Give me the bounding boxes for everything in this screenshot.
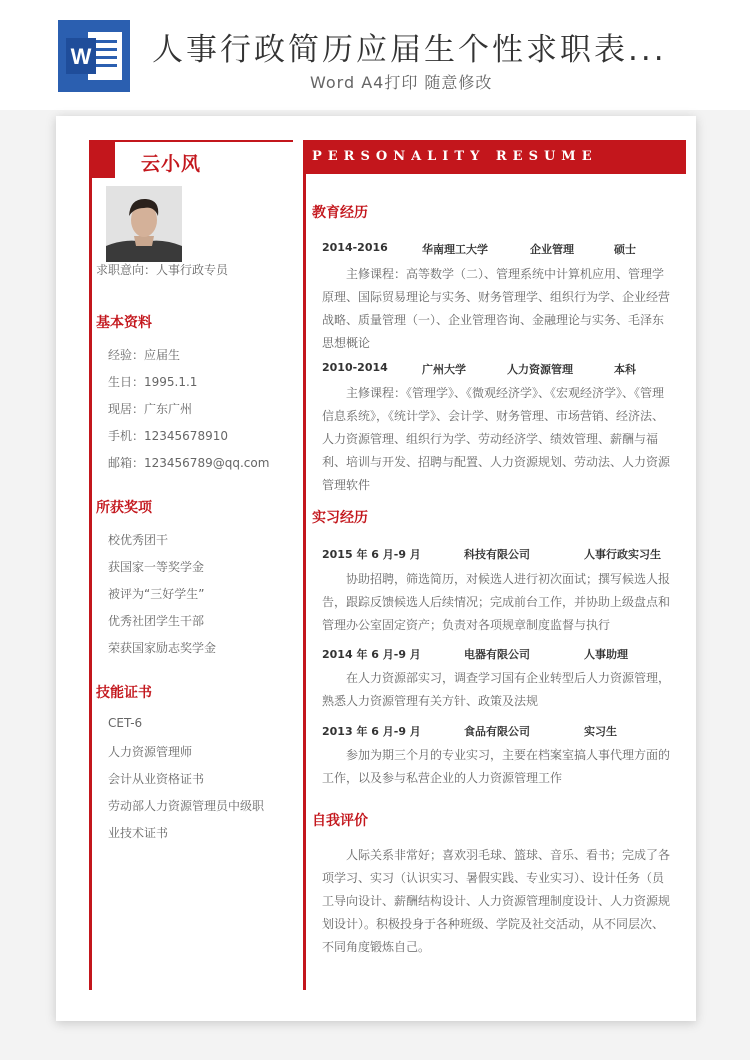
award-item: 获国家一等奖学金 — [108, 560, 205, 574]
entry-date: 2010-2014 — [322, 361, 388, 374]
award-item: 优秀社团学生干部 — [108, 614, 205, 628]
profile-photo — [106, 186, 182, 262]
entry-degree: 硕士 — [614, 243, 636, 256]
skill-item: 劳动部人力资源管理员中级职 — [108, 799, 265, 813]
entry-school: 广州大学 — [422, 363, 466, 376]
entry-date: 2014-2016 — [322, 241, 388, 254]
word-document-icon — [58, 20, 130, 92]
skill-item: 会计从业资格证书 — [108, 772, 205, 786]
entry-degree: 本科 — [614, 363, 636, 376]
name-tab-marker — [89, 140, 115, 178]
internship-heading: 实习经历 — [312, 510, 368, 526]
basic-info-item: 生日：1995.1.1 — [108, 375, 198, 389]
internship-description: 参加为期三个月的专业实习，主要在档案室搞人事代理方面的工作，以及参与私营企业的人力资源管理工作 — [322, 748, 671, 785]
resume-page — [56, 116, 696, 1021]
entry-role: 人事助理 — [584, 648, 628, 661]
awards-heading: 所获奖项 — [96, 500, 152, 516]
basic-info-item: 手机：12345678910 — [108, 429, 228, 443]
entry-date: 2013 年 6 月-9 月 — [322, 725, 421, 738]
self-evaluation-text: 人际关系非常好；喜欢羽毛球、篮球、音乐、看书；完成了各项学习、实习（认识实习、暑假实践、专业实习）、设计任务（员工导向设计、薪酬结构设计、人力资源管理制度设计、人力资源规划设计）。积极投身于各种班级、学院及社交活动，从不同层次、不同角度锻炼自己。 — [322, 848, 671, 954]
internship-description: 协助招聘，筛选简历，对候选人进行初次面试；撰写候选人报告，跟踪反馈候选人后续情况；完成前台工作，并协助上级盘点和管理办公室固定资产；负责对各项规章制度监督与执行 — [322, 572, 671, 632]
entry-company: 电器有限公司 — [464, 648, 530, 661]
entry-company: 食品有限公司 — [464, 725, 530, 738]
award-item: 荣获国家励志奖学金 — [108, 641, 217, 655]
resume-banner — [306, 140, 686, 174]
person-photo-icon — [106, 186, 182, 262]
banner-title: PERSONALITY RESUME — [312, 149, 598, 164]
right-divider — [303, 140, 306, 990]
skill-item: 业技术证书 — [108, 826, 169, 840]
education-description: 主修课程：《管理学》、《微观经济学》、《宏观经济学》、《管理信息系统》，《统计学》、会计学、财务管理、市场营销、经济法、人力资源管理、组织行为学、劳动经济学、绩效管理、薪酬与福利、培训与开发、招聘与配置、人力资源规划、劳动法、人力资源管理软件 — [322, 386, 671, 492]
skill-item: 人力资源管理师 — [108, 745, 193, 759]
document-subtitle: Word A4打印 随意修改 — [310, 73, 493, 92]
file-header — [0, 0, 750, 110]
job-intent: 求职意向：人事行政专员 — [96, 263, 229, 277]
basic-info-item: 邮箱：123456789@qq.com — [108, 456, 270, 470]
award-item: 校优秀团干 — [108, 533, 169, 547]
entry-date: 2014 年 6 月-9 月 — [322, 648, 421, 661]
entry-major: 人力资源管理 — [507, 363, 573, 376]
entry-school: 华南理工大学 — [422, 243, 488, 256]
candidate-name: 云小风 — [141, 153, 202, 175]
skill-item: CET-6 — [108, 716, 143, 730]
entry-date: 2015 年 6 月-9 月 — [322, 548, 421, 561]
internship-description: 在人力资源部实习，调查学习国有企业转型后人力资源管理，熟悉人力资源管理有关方针、政策及法规 — [322, 671, 671, 708]
entry-major: 企业管理 — [530, 243, 574, 256]
skills-heading: 技能证书 — [96, 685, 152, 701]
name-header — [89, 140, 293, 178]
entry-role: 人事行政实习生 — [584, 548, 661, 561]
entry-role: 实习生 — [584, 725, 617, 738]
basic-info-heading: 基本资料 — [96, 315, 152, 331]
education-heading: 教育经历 — [312, 205, 368, 221]
left-divider — [89, 140, 92, 990]
education-description: 主修课程：高等数学（二）、管理系统中计算机应用、管理学原理、国际贸易理论与实务、财务管理学、组织行为学、企业经营战略、质量管理（一）、企业管理咨询、金融理论与实务、毛泽东思想概论 — [322, 267, 671, 350]
award-item: 被评为“三好学生” — [108, 587, 205, 601]
entry-company: 科技有限公司 — [464, 548, 530, 561]
basic-info-item: 现居：广东广州 — [108, 402, 193, 416]
document-title: 人事行政简历应届生个性求职表... — [152, 32, 667, 68]
self-evaluation-heading: 自我评价 — [312, 813, 368, 829]
basic-info-item: 经验：应届生 — [108, 348, 181, 362]
svg-text:W: W — [70, 44, 92, 69]
